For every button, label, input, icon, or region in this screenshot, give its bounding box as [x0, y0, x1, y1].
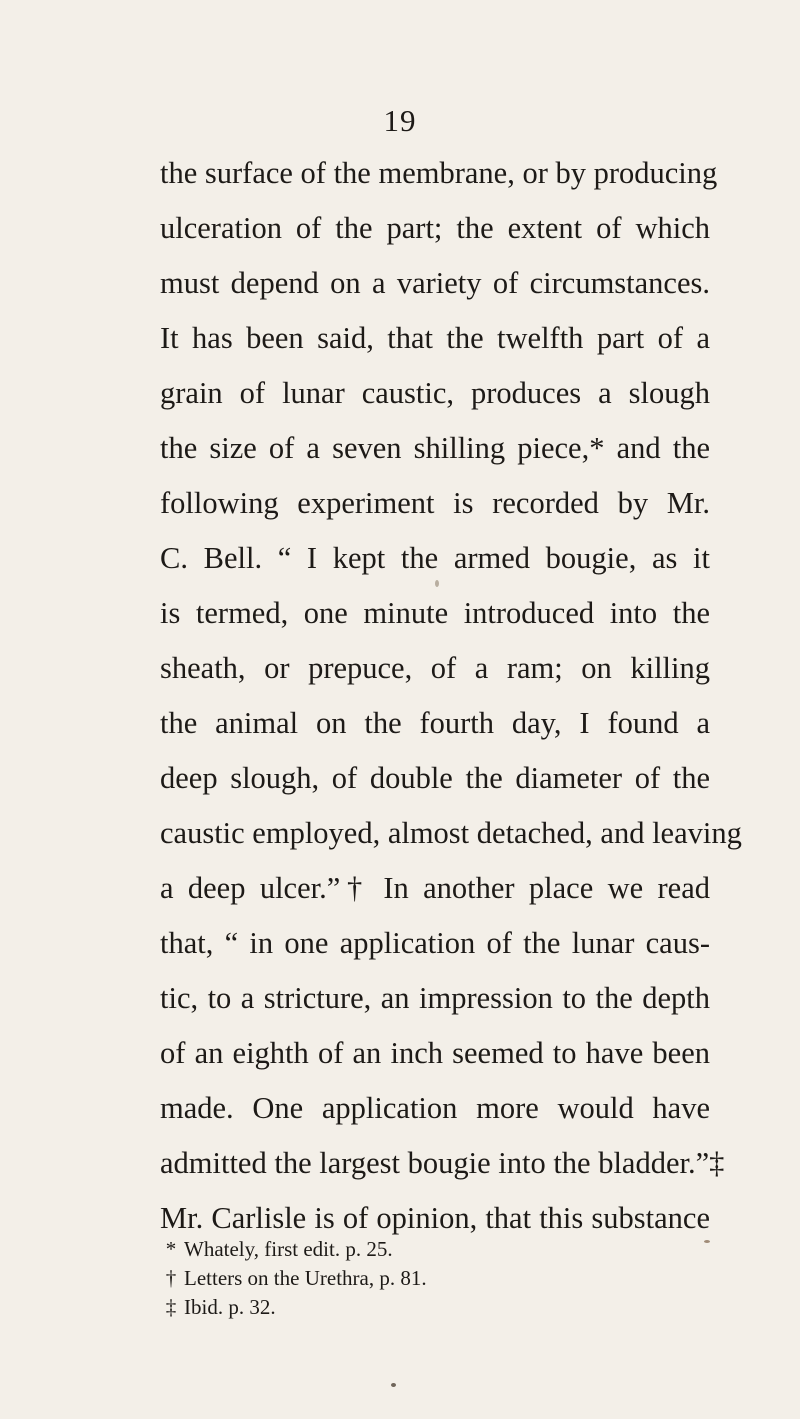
text-line: tic, to a stricture, an impression to the depth [160, 981, 710, 1015]
text-line: C. Bell. “ I kept the armed bougie, as it [160, 541, 710, 575]
text-line: the surface of the membrane, or by producing [160, 156, 718, 190]
text-line: caustic employed, almost detached, and leaving [160, 816, 742, 850]
text-line: It has been said, that the twelfth part of a [160, 321, 710, 355]
paper-speck [704, 1240, 710, 1243]
text-line: admitted the largest bougie into the bladder.”‡ [160, 1146, 725, 1180]
text-line: sheath, or prepuce, of a ram; on killing [160, 651, 710, 685]
text-line: ulceration of the part; the extent of which [160, 211, 710, 245]
footnote [164, 1293, 664, 1322]
text-line: the animal on the fourth day, I found a [160, 706, 710, 740]
text-line: is termed, one minute introduced into the [160, 596, 710, 630]
footnote-text: Whately, first edit. p. 25. [184, 1237, 393, 1261]
text-line: must depend on a variety of circumstances. [160, 266, 710, 300]
text-line: deep slough, of double the diameter of the [160, 761, 710, 795]
text-line: a deep ulcer.”† In another place we read [160, 871, 710, 905]
footnote-mark: * [165, 1237, 177, 1261]
text-line: following experiment is recorded by Mr. [160, 486, 710, 520]
text-line: Mr. Carlisle is of opinion, that this substance [160, 1201, 710, 1235]
footnote-text: Ibid. p. 32. [184, 1295, 276, 1319]
paper-speck [435, 580, 439, 587]
text-line: of an eighth of an inch seemed to have been [160, 1036, 710, 1070]
footnote [164, 1264, 664, 1293]
footnote [164, 1235, 664, 1264]
footnotes [164, 1235, 664, 1322]
text-line: the size of a seven shilling piece,* and the [160, 431, 710, 465]
paper-speck [391, 1383, 396, 1387]
text-line: that, “ in one application of the lunar caus- [160, 926, 710, 960]
page-number: 19 [383, 103, 417, 138]
footnote-mark: ‡ [165, 1295, 177, 1319]
footnote-mark: † [165, 1266, 177, 1290]
footnote-text: Letters on the Urethra, p. 81. [184, 1266, 427, 1290]
text-line: grain of lunar caustic, produces a slough [160, 376, 710, 410]
text-line: made. One application more would have [160, 1091, 710, 1125]
